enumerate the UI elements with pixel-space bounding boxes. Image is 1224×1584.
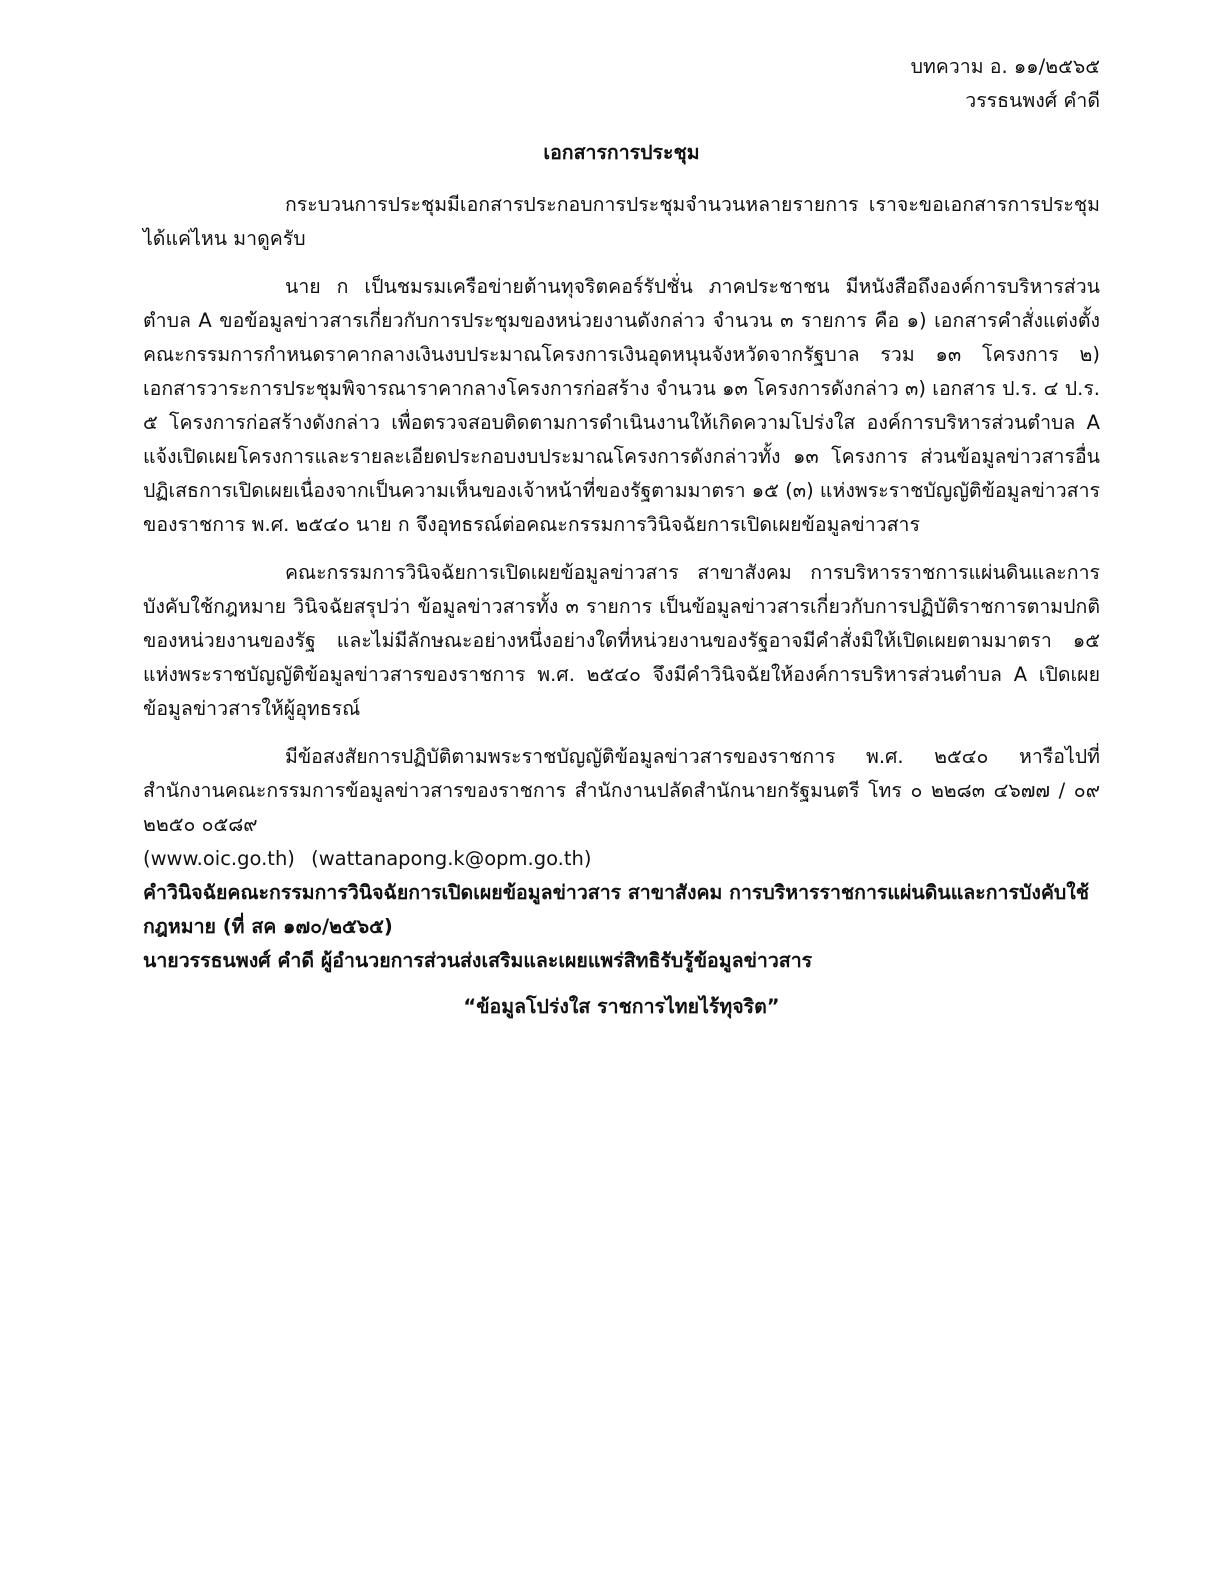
document-page: [143, 50, 1100, 1024]
author-signature-line: นายวรรธนพงศ์ คำดี ผู้อำนวยการส่วนส่งเสริมและเผยแพร่สิทธิรับรู้ข้อมูลข่าวสาร: [143, 949, 813, 972]
contact-links: [143, 842, 1100, 876]
document-title: เอกสารการประชุม: [543, 141, 700, 164]
header-author: วรรธนพงศ์ คำดี: [965, 89, 1100, 112]
email-link[interactable]: (wattanapong.k@opm.go.th): [311, 847, 592, 870]
case-paragraph: นาย ก เป็นชมรมเครือข่ายต้านทุจริตคอร์รัปชั่น ภาคประชาชน มีหนังสือถึงองค์การบริหารส่วนตำบล A ขอข้อมูลข่าวสารเกี่ยวกับการประชุมของหน่วยงานดังกล่าว จำนวน ๓ รายการ คือ ๑) เอกสารคำสั่งแต่งตั้งคณะกรรมการกำหนดราคากลางเงินงบประมาณโครงการเงินอุดหนุนจังหวัดจากรัฐบาล รวม ๑๓ โครงการ ๒) เอกสารวาระการประชุมพิจารณาราคากลางโครงการก่อสร้าง จำนวน ๑๓ โครงการดังกล่าว ๓) เอกสาร ป.ร. ๔ ป.ร. ๕ โครงการก่อสร้างดังกล่าว เพื่อตรวจสอบติดตามการดำเนินงานให้เกิดความโปร่งใส องค์การบริหารส่วนตำบล A แจ้งเปิดเผยโครงการและรายละเอียดประกอบงบประมาณโครงการดังกล่าวทั้ง ๑๓ โครงการ ส่วนข้อมูลข่าวสารอื่นปฏิเสธการเปิดเผยเนื่องจากเป็นความเห็นของเจ้าหน้าที่ของรัฐตามมาตรา ๑๕ (๓) แห่งพระราชบัญญัติข้อมูลข่าวสารของราชการ พ.ศ. ๒๕๔๐ นาย ก จึงอุทธรณ์ต่อคณะกรรมการวินิจฉัยการเปิดเผยข้อมูลข่าวสาร: [143, 275, 1100, 536]
article-reference: บทความ อ. ๑๑/๒๕๖๕: [910, 55, 1100, 78]
decision-paragraph: คณะกรรมการวินิจฉัยการเปิดเผยข้อมูลข่าวสาร สาขาสังคม การบริหารราชการแผ่นดินและการบังคับใช้กฎหมาย วินิจฉัยสรุปว่า ข้อมูลข่าวสารทั้ง ๓ รายการ เป็นข้อมูลข่าวสารเกี่ยวกับการปฏิบัติราชการตามปกติของหน่วยงานของรัฐ และไม่มีลักษณะอย่างหนึ่งอย่างใดที่หน่วยงานของรัฐอาจมีคำสั่งมิให้เปิดเผยตามมาตรา ๑๕ แห่งพระราชบัญญัติข้อมูลข่าวสารของราชการ พ.ศ. ๒๕๔๐ จึงมีคำวินิจฉัยให้องค์การบริหารส่วนตำบล A เปิดเผยข้อมูลข่าวสารให้ผู้อุทธรณ์: [143, 561, 1100, 720]
intro-paragraph: กระบวนการประชุมมีเอกสารประกอบการประชุมจำนวนหลายรายการ เราจะขอเอกสารการประชุมได้แค่ไหน มาดูครับ: [143, 193, 1100, 250]
slogan: “ข้อมูลโปร่งใส ราชการไทยไร้ทุจริต”: [463, 995, 780, 1018]
document-header: [143, 50, 1100, 118]
contact-paragraph: มีข้อสงสัยการปฏิบัติตามพระราชบัญญัติข้อมูลข่าวสารของราชการ พ.ศ. ๒๕๔๐ หารือไปที่สำนักงานคณะกรรมการข้อมูลข่าวสารของราชการ สำนักงานปลัดสำนักนายกรัฐมนตรี โทร ๐ ๒๒๘๓ ๔๖๗๗ / ๐๙ ๒๒๕๐ ๐๕๘๙: [143, 745, 1100, 836]
decision-reference: คำวินิจฉัยคณะกรรมการวินิจฉัยการเปิดเผยข้อมูลข่าวสาร สาขาสังคม การบริหารราชการแผ่นดินและการบังคับใช้กฎหมาย (ที่ สค ๑๗๐/๒๕๖๕): [143, 881, 1090, 938]
website-link[interactable]: (www.oic.go.th): [143, 847, 295, 870]
